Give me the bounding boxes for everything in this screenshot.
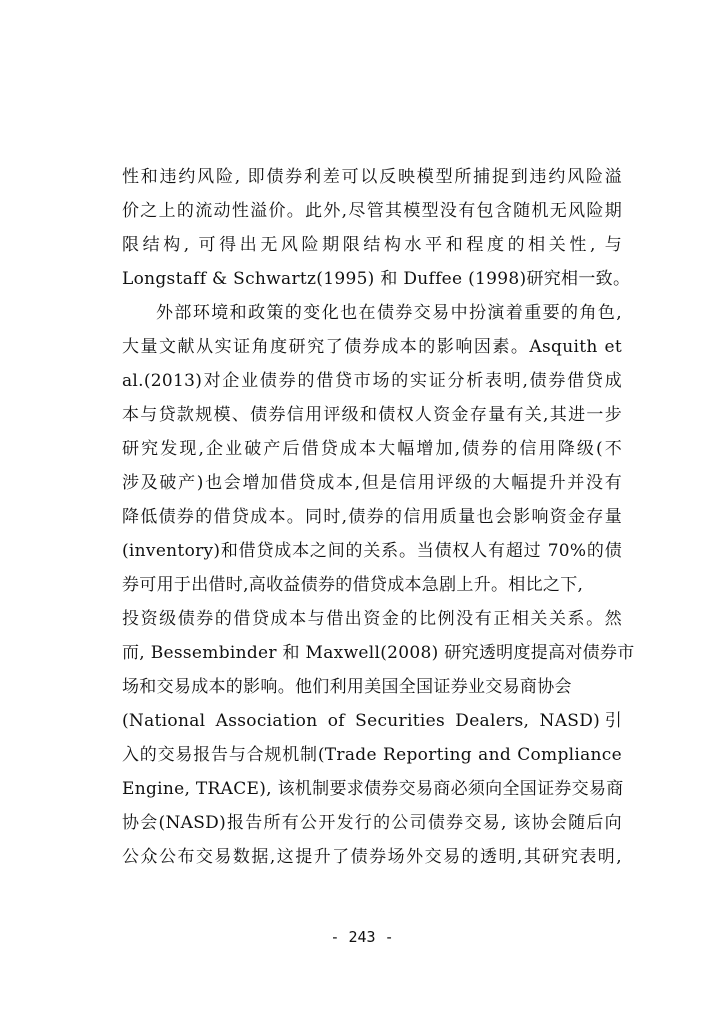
text-line: Longstaff & Schwartz(1995) 和 Duffee (1998)研究相一致。 [122, 269, 631, 289]
text-line: 降低债券的借贷成本。同时,债券的信用质量也会影响资金存量 [122, 507, 622, 527]
text-line: 协会(NASD)报告所有公开发行的公司债券交易, 该协会随后向 [122, 813, 622, 833]
text-line: 入的交易报告与合规机制(Trade Reporting and Compliance [122, 745, 622, 765]
paragraph-start-line: 外部环境和政策的变化也在债券交易中扮演着重要的角色, [156, 303, 622, 323]
text-line: 大量文献从实证角度研究了债券成本的影响因素。Asquith et [122, 337, 622, 357]
text-line: 本与贷款规模、债券信用评级和债权人资金存量有关,其进一步 [122, 405, 622, 425]
body-text [122, 160, 635, 874]
text-line: 性和违约风险, 即债券利差可以反映模型所捕捉到违约风险溢 [122, 167, 622, 187]
text-line: Engine, TRACE), 该机制要求债券交易商必须向全国证券交易商 [122, 779, 624, 799]
text-line: 场和交易成本的影响。他们利用美国全国证券业交易商协会 [122, 677, 572, 697]
text-line: al.(2013)对企业债券的借贷市场的实证分析表明,债券借贷成 [122, 371, 622, 391]
page-number: - 243 - [330, 928, 394, 946]
text-line: 价之上的流动性溢价。此外,尽管其模型没有包含随机无风险期 [122, 201, 622, 221]
text-line: 公众公布交易数据,这提升了债券场外交易的透明,其研究表明, [122, 847, 622, 867]
text-line: (National Association of Securities Dealers, NASD)引 [122, 711, 622, 731]
text-line: 券可用于出借时,高收益债券的借贷成本急剧上升。相比之下, [122, 575, 584, 595]
text-line: 研究发现,企业破产后借贷成本大幅增加,债券的信用降级(不 [122, 439, 622, 459]
text-line: 而, Bessembinder 和 Maxwell(2008) 研究透明度提高对债券市 [122, 643, 635, 663]
text-line: 涉及破产)也会增加借贷成本,但是信用评级的大幅提升并没有 [122, 473, 622, 493]
text-line: 投资级债券的借贷成本与借出资金的比例没有正相关关系。然 [122, 609, 622, 629]
text-line: (inventory)和借贷成本之间的关系。当债权人有超过 70%的债 [122, 541, 622, 561]
text-line: 限结构, 可得出无风险期限结构水平和程度的相关性, 与 [122, 235, 622, 255]
